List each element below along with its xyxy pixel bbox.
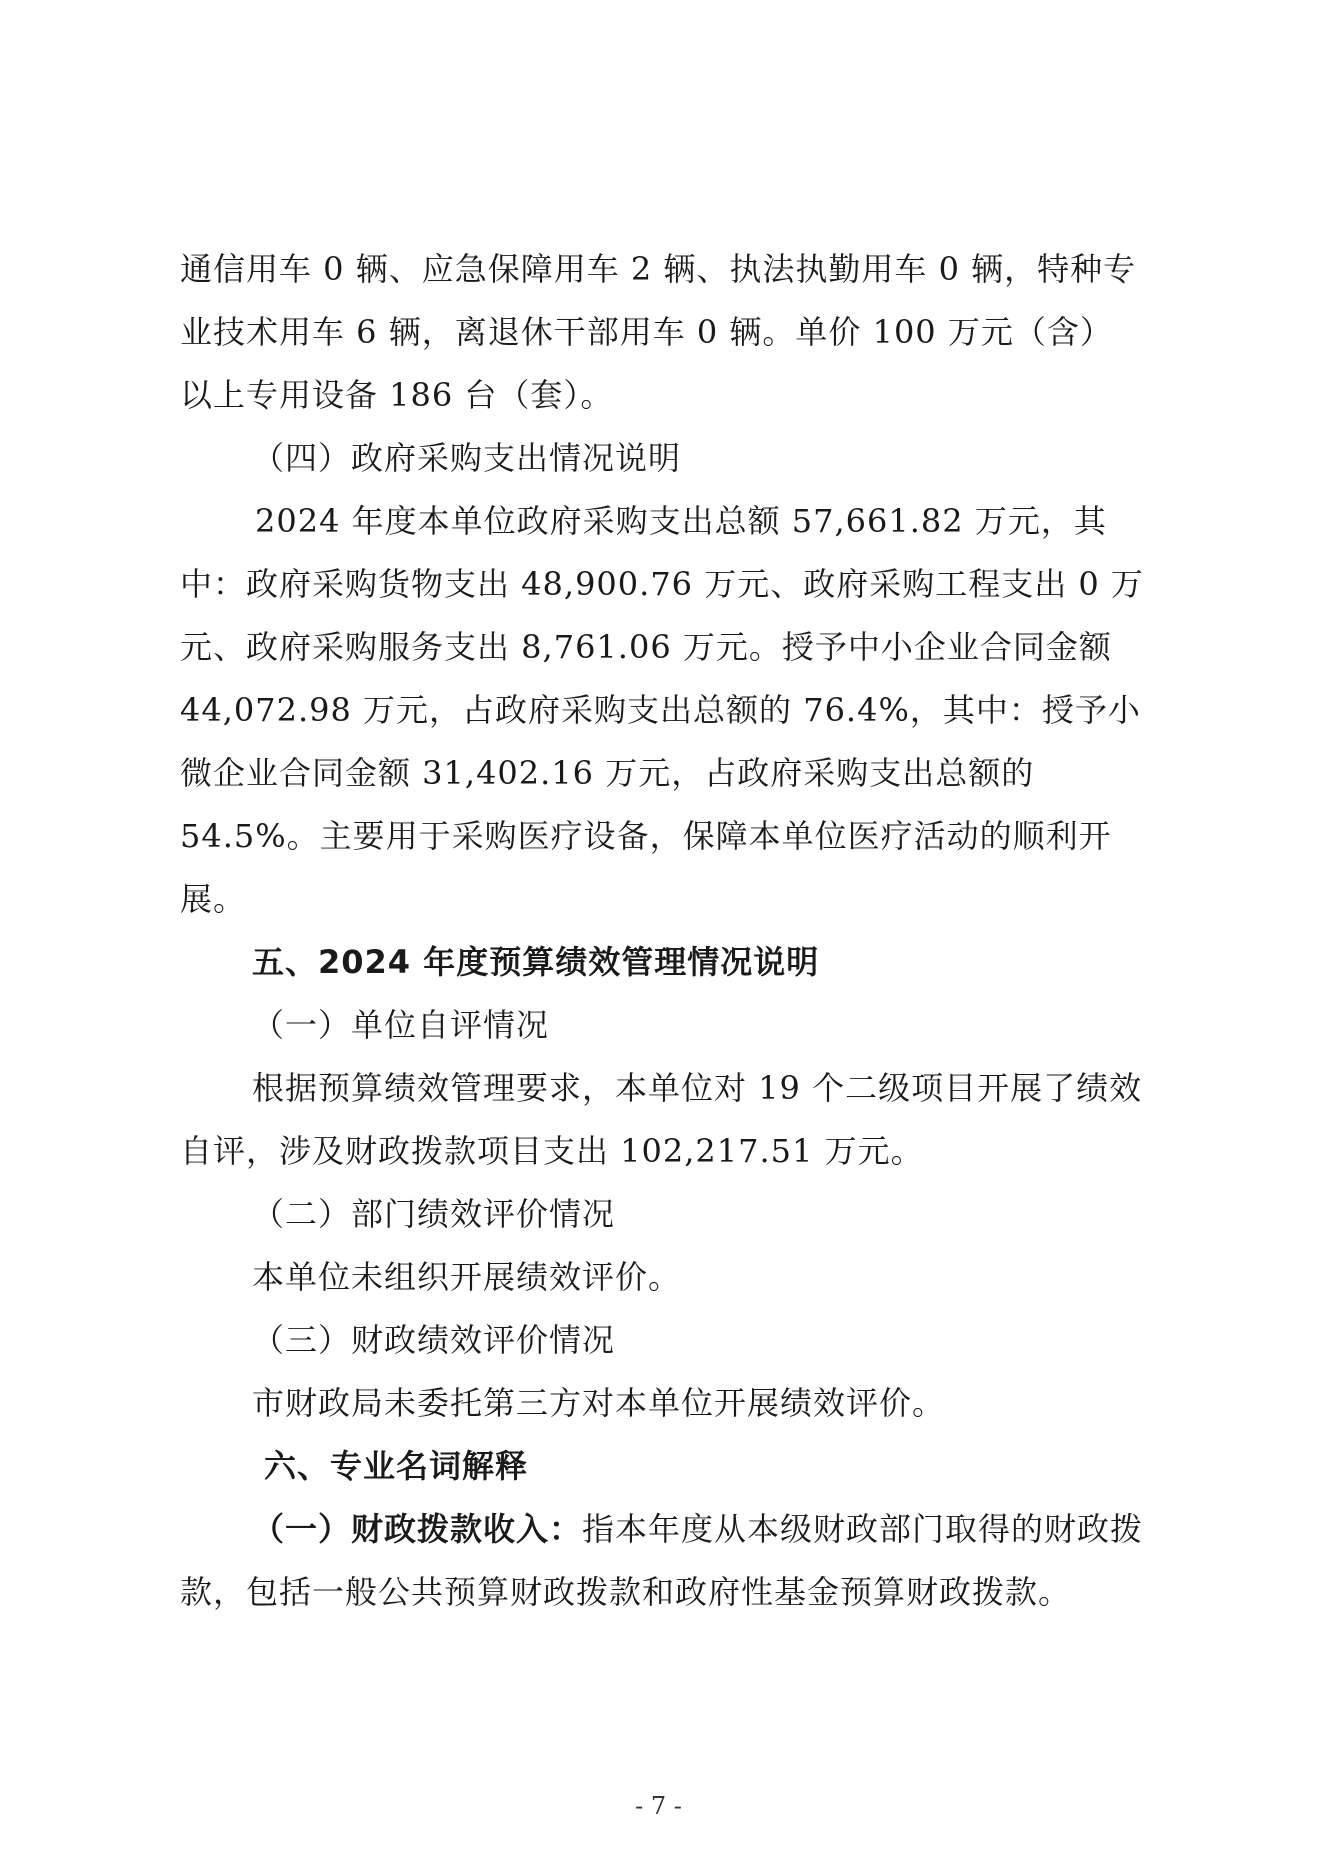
heading-section-five: 五、2024 年度预算绩效管理情况说明 (252, 943, 820, 981)
paragraph-procurement: 2024 年度本单位政府采购支出总额 57,661.82 万元，其中：政府采购货物支出 48,900.76 万元、政府采购工程支出 0 万元、政府采购服务支出 8,761.06 万元。授予中小企业合同金额 44,072.98 万元，占政府采购支出总额的 76.4%，其中：授予小微企业合同金额 31,402.16 万元，占政府采购支出总额的 54.5%。主要用于采购医疗设备，保障本单位医疗活动的顺利开展。 (180, 502, 1144, 918)
term-definition: 指本年度从本级财政部门取得的财政拨款，包括一般公共预算财政拨款和政府性基金预算财政拨款。 (180, 1510, 1144, 1611)
heading-self-evaluation: （一）单位自评情况 (252, 1006, 550, 1044)
heading-finance-evaluation: （三）财政绩效评价情况 (252, 1321, 616, 1359)
paragraph-vehicles: 通信用车 0 辆、应急保障用车 2 辆、执法执勤用车 0 辆，特种专业技术用车 6 辆，离退休干部用车 0 辆。单价 100 万元（含）以上专用设备 186 台（套）。 (180, 250, 1137, 414)
heading-department-evaluation: （二）部门绩效评价情况 (252, 1195, 616, 1233)
heading-procurement: （四）政府采购支出情况说明 (252, 439, 682, 477)
paragraph-term-definition (180, 1498, 1145, 1624)
term-label: （一）财政拨款收入： (252, 1510, 583, 1548)
body-text (180, 238, 1145, 1624)
paragraph-self-evaluation: 根据预算绩效管理要求，本单位对 19 个二级项目开展了绩效自评，涉及财政拨款项目支出 102,217.51 万元。 (180, 1069, 1143, 1170)
paragraph-finance-evaluation: 市财政局未委托第三方对本单位开展绩效评价。 (252, 1384, 946, 1422)
page-number: - 7 - (635, 1792, 682, 1820)
heading-section-six: 六、专业名词解释 (264, 1447, 529, 1485)
paragraph-department-evaluation: 本单位未组织开展绩效评价。 (252, 1258, 682, 1296)
